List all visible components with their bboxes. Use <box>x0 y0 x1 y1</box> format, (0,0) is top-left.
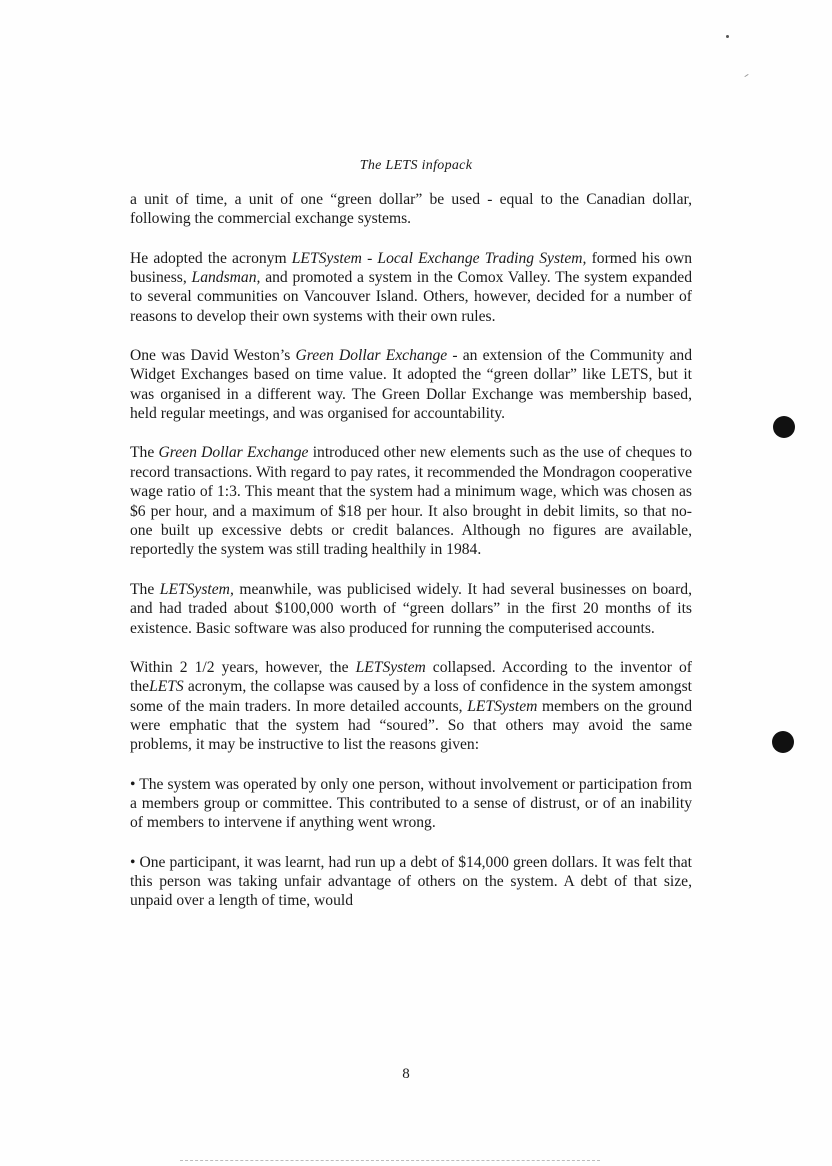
text-segment: The <box>130 444 159 462</box>
text-segment: • One participant, it was learnt, had run up a debt of $14,000 green dollars. It was felt that this person was taking unfair advantage of others on the system. A debt of that size, unpaid over a length of time, would <box>130 853 692 910</box>
italic-text: LETSystem, <box>159 580 234 598</box>
paragraph <box>130 853 692 911</box>
italic-text: Green Dollar Exchange <box>295 347 448 365</box>
punch-hole <box>773 416 795 438</box>
body-text <box>130 190 692 931</box>
italic-text: Green Dollar Exchange <box>158 444 309 462</box>
text-segment: One was David Weston’s <box>130 347 296 365</box>
punch-hole <box>772 731 794 753</box>
text-segment: and promoted a system in the Comox Valley. The system expanded to several communities on Vancouver Island. Others, however, decided for a number of reasons to develop their own systems with their own rules. <box>130 269 692 325</box>
text-segment: He adopted the acronym <box>130 249 292 267</box>
italic-text: LETSystem - Local Exchange Trading System, <box>291 249 587 267</box>
text-segment: • The system was operated by only one person, without involvement or participation from a members group or committee. This contributed to a sense of distrust, or of an inability of members to intervene if anything went wrong. <box>130 775 692 832</box>
text-segment: - an extension of the Community and Widget Exchanges based on time value. It adopted the “green dollar” like LETS, but it was organised in a different way. The Green Dollar Exchange was membership based, held regular meetings, and was organised for accountability. <box>130 347 693 423</box>
text-segment: acronym, the collapse was caused by a loss of confidence in the system amongst some of the main traders. In more detailed accounts, <box>130 678 692 715</box>
text-segment: formed his own business, <box>130 249 692 287</box>
italic-text: Landsman, <box>191 269 261 287</box>
italic-text: LETS <box>149 678 184 696</box>
paragraph <box>130 190 692 229</box>
scan-edge-line <box>180 1160 600 1161</box>
italic-text: LETSystem <box>355 658 426 676</box>
text-segment: members on the ground were emphatic that the system had “soured”. So that others may avoid the same problems, it may be instructive to list the reasons given: <box>130 697 692 754</box>
text-segment: collapsed. According to the inventor of the <box>130 658 692 696</box>
text-segment: meanwhile, was publicised widely. It had several businesses on board, and had traded about $100,000 worth of “green dollars” in the first 20 months of its existence. Basic software was also produced for running the computerised accounts. <box>130 580 692 637</box>
text-segment: a unit of time, a unit of one “green dollar” be used - equal to the Canadian dollar, following the commercial exchange systems. <box>130 191 692 228</box>
scan-speck <box>744 74 749 78</box>
paragraph <box>130 775 692 833</box>
text-segment: Within 2 1/2 years, however, the <box>130 658 356 676</box>
paragraph <box>130 249 692 327</box>
paragraph <box>130 346 692 424</box>
page-number: 8 <box>402 1066 410 1082</box>
scan-speck <box>726 35 729 38</box>
paragraph <box>130 658 692 755</box>
text-segment: introduced other new elements such as the use of cheques to record transactions. With regard to pay rates, it recommended the Mondragon cooperative wage ratio of 1:3. This meant that the system had a minimum wage, which was chosen as $6 per hour, and a maximum of $18 per hour. It also brought in debit limits, so that no-one built up excessive debts or credit balances. Although no figures are available, reportedly the system was still trading healthily in 1984. <box>130 444 692 559</box>
paragraph <box>130 580 692 638</box>
text-segment: The <box>130 580 160 598</box>
italic-text: LETSystem <box>467 697 538 715</box>
running-header: The LETS infopack <box>359 158 473 173</box>
paragraph <box>130 443 692 559</box>
